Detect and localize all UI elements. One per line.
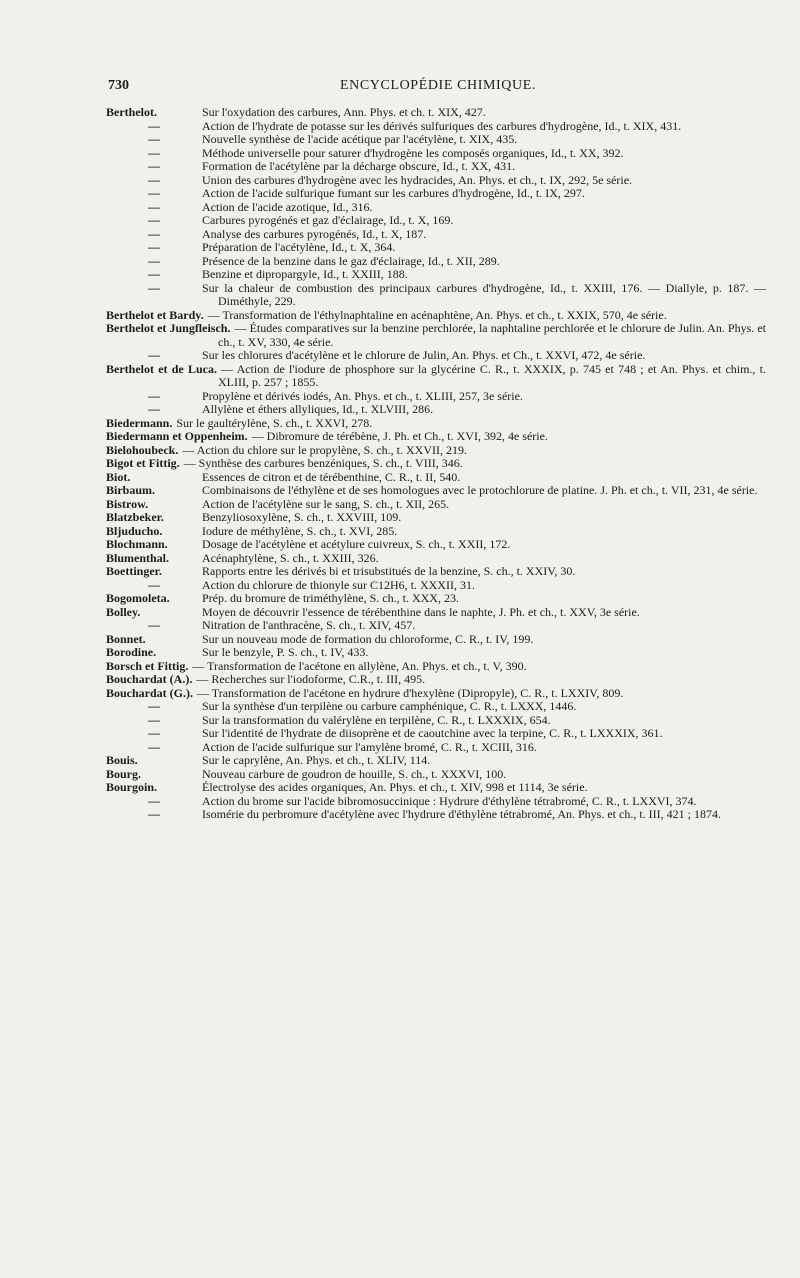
- entry-citation: Isomérie du perbromure d'acétylène avec l'hydrure d'éthylène tétrabromé, An. Phys. et ch., t. III, 421 ; 1874.: [202, 807, 721, 821]
- entry-citation: Sur la synthèse d'un terpilène ou carbure camphénique, C. R., t. LXXX, 1446.: [202, 699, 577, 713]
- entry-citation: Action de l'hydrate de potasse sur les dérivés sulfuriques des carbures d'hydrogène, Id., t. XIX, 431.: [202, 118, 682, 133]
- bibliography-entry: [106, 579, 766, 593]
- ditto-dash: —: [148, 267, 160, 281]
- bibliography-entry: [106, 282, 766, 309]
- entry-author: Bogomoleta.: [106, 591, 170, 605]
- entry-citation: Benzine et dipropargyle, Id., t. XXIII, 188.: [202, 267, 408, 281]
- bibliography-entry: [106, 673, 766, 687]
- entry-citation: Essences de citron et de térébenthine, C. R., t. II, 540.: [202, 469, 461, 484]
- entry-citation: Sur la chaleur de combustion des principaux carbures d'hydrogène, Id., t. XXIII, 176. — Diallyle, p. 187. — Diméthyle, 229.: [202, 280, 766, 308]
- entry-citation: — Action de l'iodure de phosphore sur la glycérine C. R., t. XXXIX, p. 745 et 748 ; et An. Phys. et chim., t. XLIII, p. 257 ; 1855.: [218, 361, 766, 389]
- entry-author: Bouis.: [106, 753, 138, 767]
- entry-author: Blatzbeker.: [106, 510, 164, 524]
- entry-citation: — Synthèse des carbures benzéniques, S. ch., t. VIII, 346.: [183, 456, 463, 470]
- bibliography-list: [106, 106, 766, 822]
- entry-citation: Formation de l'acétylène par la décharge obscure, Id., t. XX, 431.: [202, 159, 516, 173]
- bibliography-entry: [106, 160, 766, 174]
- entry-author: Biedermann.: [106, 415, 173, 430]
- entry-author: Biot.: [106, 469, 131, 484]
- entry-citation: Sur les chlorures d'acétylène et le chlorure de Julin, An. Phys. et Ch., t. XXVI, 472, 4e série.: [202, 348, 646, 362]
- entry-citation: Allylène et éthers allyliques, Id., t. XLVIII, 286.: [202, 402, 434, 416]
- bibliography-entry: [106, 133, 766, 147]
- entry-author: Berthelot et Bardy.: [106, 307, 204, 322]
- bibliography-entry: [106, 444, 766, 458]
- entry-citation: Carbures pyrogénés et gaz d'éclairage, Id., t. X, 169.: [202, 213, 454, 227]
- bibliography-entry: [106, 646, 766, 660]
- bibliography-entry: [106, 633, 766, 647]
- entry-citation: Dosage de l'acétylène et acétylure cuivreux, S. ch., t. XXII, 172.: [202, 537, 511, 551]
- entry-citation: — Transformation de l'acétone en hydrure d'hexylène (Dipropyle), C. R., t. LXXIV, 809.: [197, 685, 624, 700]
- bibliography-entry: [106, 795, 766, 809]
- entry-author: Birbaum.: [106, 483, 156, 497]
- entry-citation: Électrolyse des acides organiques, An. Phys. et ch., t. XIV, 998 et 1114, 3e série.: [202, 780, 588, 794]
- ditto-dash: —: [148, 577, 160, 592]
- bibliography-entry: [106, 255, 766, 269]
- entry-citation: Nouvelle synthèse de l'acide acétique par l'acétylène, t. XIX, 435.: [202, 132, 518, 146]
- bibliography-entry: [106, 687, 766, 701]
- entry-citation: — Transformation de l'acétone en allylène, An. Phys. et ch., t. V, 390.: [192, 658, 527, 673]
- entry-author: Bolley.: [106, 604, 141, 619]
- ditto-dash: —: [148, 739, 160, 754]
- entry-citation: Prép. du bromure de triméthylène, S. ch., t. XXX, 23.: [202, 591, 459, 605]
- ditto-dash: —: [148, 118, 160, 133]
- bibliography-entry: [106, 187, 766, 201]
- entry-citation: — Transformation de l'éthylnaphtaline en acénaphtène, An. Phys. et ch., t. XXIX, 570, 4e série.: [207, 307, 667, 322]
- entry-author: Bouchardat (G.).: [106, 685, 193, 700]
- entry-citation: Sur le gaultérylène, S. ch., t. XXVI, 278.: [176, 415, 373, 430]
- bibliography-entry: [106, 565, 766, 579]
- entry-author: Bouchardat (A.).: [106, 672, 193, 686]
- entry-citation: — Recherches sur l'iodoforme, C.R., t. III, 495.: [196, 672, 426, 686]
- ditto-dash: —: [148, 726, 160, 740]
- entry-author: Berthelot et Jungfleisch.: [106, 321, 231, 335]
- entry-author: Blochmann.: [106, 537, 168, 551]
- ditto-dash: —: [148, 145, 160, 160]
- bibliography-entry: [106, 592, 766, 606]
- entry-citation: Sur le benzyle, P. S. ch., t. IV, 433.: [202, 645, 369, 659]
- ditto-dash: —: [148, 699, 160, 713]
- bibliography-entry: [106, 363, 766, 390]
- ditto-dash: —: [148, 793, 160, 808]
- entry-citation: Sur l'identité de l'hydrate de diisoprène et de caoutchine avec la terpine, C. R., t. LXXXIX, 361.: [202, 726, 663, 740]
- bibliography-entry: [106, 606, 766, 620]
- entry-citation: Benzyliosoxylène, S. ch., t. XXVIII, 109.: [202, 510, 402, 524]
- bibliography-entry: [106, 754, 766, 768]
- entry-citation: Nitration de l'anthracène, S. ch., t. XIV, 457.: [202, 618, 416, 632]
- bibliography-entry: [106, 525, 766, 539]
- ditto-dash: —: [148, 712, 160, 727]
- bibliography-entry: [106, 417, 766, 431]
- entry-author: Boettinger.: [106, 564, 162, 578]
- entry-citation: Rapports entre les dérivés bi et trisubstitués de la benzine, S. ch., t. XXIV, 30.: [202, 564, 576, 578]
- entry-citation: Analyse des carbures pyrogénés, Id., t. X, 187.: [202, 226, 427, 241]
- bibliography-entry: [106, 201, 766, 215]
- bibliography-entry: [106, 174, 766, 188]
- bibliography-entry: [106, 241, 766, 255]
- entry-citation: Présence de la benzine dans le gaz d'éclairage, Id., t. XII, 289.: [202, 253, 500, 268]
- ditto-dash: —: [148, 280, 160, 295]
- page-header: [108, 78, 748, 100]
- ditto-dash: —: [148, 159, 160, 173]
- ditto-dash: —: [148, 186, 160, 200]
- bibliography-entry: [106, 471, 766, 485]
- bibliography-entry: [106, 147, 766, 161]
- ditto-dash: —: [148, 172, 160, 187]
- entry-author: Borsch et Fittig.: [106, 658, 189, 673]
- entry-citation: Méthode universelle pour saturer d'hydrogène les composés organiques, Id., t. XX, 392.: [202, 145, 624, 160]
- entry-author: Bigot et Fittig.: [106, 456, 180, 470]
- bibliography-entry: [106, 484, 766, 498]
- bibliography-entry: [106, 390, 766, 404]
- ditto-dash: —: [148, 240, 160, 254]
- bibliography-entry: [106, 430, 766, 444]
- entry-author: Borodine.: [106, 645, 157, 659]
- bibliography-entry: [106, 768, 766, 782]
- entry-citation: Action de l'acétylène sur le sang, S. ch., t. XII, 265.: [202, 496, 450, 511]
- bibliography-entry: [106, 511, 766, 525]
- entry-author: Biedermann et Oppenheim.: [106, 429, 248, 443]
- entry-citation: Action de l'acide sulfurique fumant sur les carbures d'hydrogène, Id., t. IX, 297.: [202, 186, 585, 200]
- bibliography-entry: [106, 700, 766, 714]
- bibliography-entry: [106, 741, 766, 755]
- entry-author: Bljuducho.: [106, 523, 163, 538]
- entry-citation: Acénaphtylène, S. ch., t. XXIII, 326.: [202, 550, 379, 565]
- bibliography-entry: [106, 727, 766, 741]
- bibliography-entry: [106, 228, 766, 242]
- entry-author: Berthelot et de Luca.: [106, 361, 217, 376]
- entry-citation: — Action du chlore sur le propylène, S. ch., t. XXVII, 219.: [182, 442, 467, 457]
- entry-citation: Sur l'oxydation des carbures, Ann. Phys. et ch. t. XIX, 427.: [202, 105, 486, 119]
- bibliography-entry: [106, 457, 766, 471]
- entry-citation: — Études comparatives sur la benzine perchlorée, la naphtaline perchlorée et le chlorure de Julin. An. Phys. et ch., t. XV, 330, 4e série.: [218, 321, 766, 349]
- entry-author: Berthelot.: [106, 105, 157, 119]
- ditto-dash: —: [148, 253, 160, 268]
- entry-author: Bourgoin.: [106, 780, 158, 794]
- ditto-dash: —: [148, 402, 160, 416]
- entry-citation: Sur le caprylène, An. Phys. et ch., t. XLIV, 114.: [202, 753, 431, 767]
- ditto-dash: —: [148, 807, 160, 821]
- entry-citation: Propylène et dérivés iodés, An. Phys. et ch., t. XLIII, 257, 3e série.: [202, 388, 523, 403]
- bibliography-entry: [106, 309, 766, 323]
- bibliography-entry: [106, 214, 766, 228]
- entry-citation: Sur un nouveau mode de formation du chloroforme, C. R., t. IV, 199.: [202, 631, 534, 646]
- bibliography-entry: [106, 498, 766, 512]
- entry-citation: Union des carbures d'hydrogène avec les hydracides, An. Phys. et ch., t. IX, 292, 5e série.: [202, 172, 633, 187]
- ditto-dash: —: [148, 348, 160, 362]
- entry-citation: Action du chlorure de thionyle sur C12H6, t. XXXII, 31.: [202, 577, 475, 592]
- entry-citation: Moyen de découvrir l'essence de térébenthine dans le naphte, J. Ph. et ch., t. XXV, 3e série.: [202, 604, 640, 619]
- bibliography-entry: [106, 322, 766, 349]
- ditto-dash: —: [148, 618, 160, 632]
- entry-citation: Iodure de méthylène, S. ch., t. XVI, 285.: [202, 523, 398, 538]
- entry-citation: Action du brome sur l'acide bibromosuccinique : Hydrure d'éthylène tétrabromé, C. R., t. LXXVI, 374.: [202, 793, 697, 808]
- running-title: ENCYCLOPÉDIE CHIMIQUE.: [340, 78, 536, 93]
- bibliography-entry: [106, 120, 766, 134]
- entry-citation: Action de l'acide azotique, Id., 316.: [202, 199, 373, 214]
- bibliography-entry: [106, 106, 766, 120]
- entry-citation: Action de l'acide sulfurique sur l'amylène bromé, C. R., t. XCIII, 316.: [202, 739, 537, 754]
- entry-citation: Nouveau carbure de goudron de houille, S. ch., t. XXXVI, 100.: [202, 766, 507, 781]
- ditto-dash: —: [148, 226, 160, 241]
- ditto-dash: —: [148, 388, 160, 403]
- entry-author: Bistrow.: [106, 496, 149, 511]
- bibliography-entry: [106, 552, 766, 566]
- entry-citation: — Dibromure de térébène, J. Ph. et Ch., t. XVI, 392, 4e série.: [251, 429, 548, 443]
- entry-author: Bonnet.: [106, 631, 146, 646]
- ditto-dash: —: [148, 213, 160, 227]
- entry-citation: Combinaisons de l'éthylène et de ses homologues avec le protochlorure de platine. J. Ph. et ch., t. VII, 231, 4e série.: [202, 483, 758, 497]
- page-number: 730: [108, 78, 129, 93]
- bibliography-entry: [106, 538, 766, 552]
- bibliography-entry: [106, 808, 766, 822]
- entry-author: Bourg.: [106, 766, 142, 781]
- bibliography-entry: [106, 660, 766, 674]
- entry-citation: Sur la transformation du valérylène en terpilène, C. R., t. LXXXIX, 654.: [202, 712, 551, 727]
- bibliography-entry: [106, 349, 766, 363]
- entry-author: Blumenthal.: [106, 550, 170, 565]
- entry-citation: Préparation de l'acétylène, Id., t. X, 364.: [202, 240, 396, 254]
- entry-author: Bielohoubeck.: [106, 442, 179, 457]
- ditto-dash: —: [148, 199, 160, 214]
- bibliography-entry: [106, 714, 766, 728]
- bibliography-entry: [106, 268, 766, 282]
- bibliography-entry: [106, 619, 766, 633]
- bibliography-entry: [106, 403, 766, 417]
- bibliography-entry: [106, 781, 766, 795]
- ditto-dash: —: [148, 132, 160, 146]
